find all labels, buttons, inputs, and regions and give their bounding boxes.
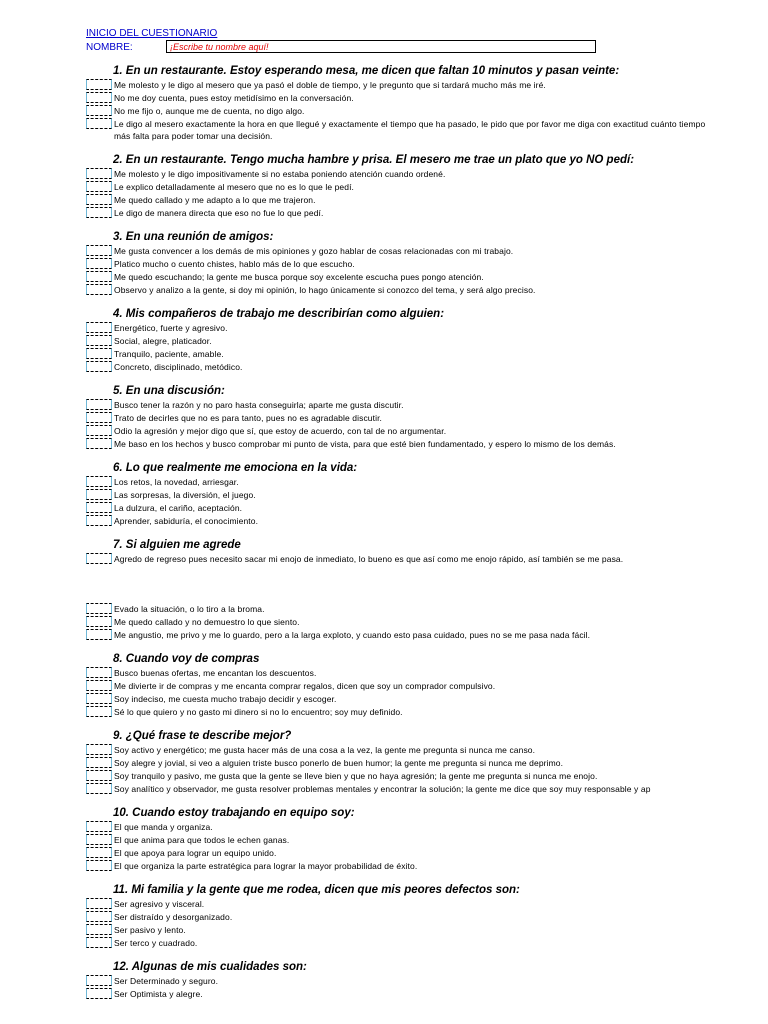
answer-option <box>0 284 768 297</box>
answer-text: Ser Optimista y alegre. <box>114 989 203 999</box>
answer-text: Le digo al mesero exactamente la hora en que llegué y exactamente el tiempo que ha pasado, le pido que por favor me diga con exactitud cuánto tiempo más falta para poder tomar una decisión. <box>114 119 706 141</box>
answer-text: Le digo de manera directa que eso no fue lo que pedí. <box>114 208 324 218</box>
answer-score-cell[interactable] <box>86 847 112 858</box>
answer-score-cell[interactable] <box>86 335 112 346</box>
answer-score-cell[interactable] <box>86 680 112 691</box>
answer-text: Me baso en los hechos y busco comprobar mi punto de vista, para que esté bien fundamentado, y espero lo mismo de los demás. <box>114 439 616 449</box>
answer-option <box>0 438 768 451</box>
answer-score-cell[interactable] <box>86 757 112 768</box>
question-title: 1. En un restaurante. Estoy esperando mesa, me dicen que faltan 10 minutos y pasan veinte: <box>113 65 620 77</box>
answer-text: Platico mucho o cuento chistes, hablo más de lo que escucho. <box>114 259 355 269</box>
answer-score-cell[interactable] <box>86 412 112 423</box>
answer-text: Ser pasivo y lento. <box>114 925 186 935</box>
question-12 <box>0 960 768 1001</box>
answer-text: Trato de decirles que no es para tanto, pues no es agradable discutir. <box>114 413 382 423</box>
answer-option <box>0 911 768 924</box>
answer-text: Me molesto y le digo al mesero que ya pasó el doble de tiempo, y le pregunto que si tardará mucho más me iré. <box>114 80 546 90</box>
answer-score-cell[interactable] <box>86 105 112 116</box>
answer-score-cell[interactable] <box>86 898 112 909</box>
answer-score-cell[interactable] <box>86 911 112 922</box>
question-title: 11. Mi familia y la gente que me rodea, dicen que mis peores defectos son: <box>113 884 520 896</box>
answer-text: Social, alegre, platicador. <box>114 336 212 346</box>
answer-score-cell[interactable] <box>86 860 112 871</box>
answer-option <box>0 502 768 515</box>
answer-score-cell[interactable] <box>86 476 112 487</box>
answer-text: Me angustio, me privo y me lo guardo, pero a la larga exploto, y cuando esto pasa cuidado, pues no se me pasa nada fácil. <box>114 630 591 640</box>
answer-text: Concreto, disciplinado, metódico. <box>114 362 243 372</box>
answer-score-cell[interactable] <box>86 284 112 295</box>
answer-score-cell[interactable] <box>86 181 112 192</box>
question-9 <box>0 729 768 796</box>
answer-option <box>0 988 768 1001</box>
answer-option <box>0 975 768 988</box>
answer-score-cell[interactable] <box>86 168 112 179</box>
question-10 <box>0 806 768 873</box>
answer-text: Energético, fuerte y agresivo. <box>114 323 228 333</box>
answer-score-cell[interactable] <box>86 834 112 845</box>
answer-score-cell[interactable] <box>86 603 112 614</box>
question-title: 12. Algunas de mis cualidades son: <box>113 961 307 973</box>
answer-text: Aprender, sabiduría, el conocimiento. <box>114 516 259 526</box>
answer-option <box>0 603 768 616</box>
answer-text: Soy activo y energético; me gusta hacer más de una cosa a la vez, la gente me pregunta si nunca me canso. <box>114 745 536 755</box>
answer-score-cell[interactable] <box>86 706 112 717</box>
answer-text: No me fijo o, aunque me de cuenta, no digo algo. <box>114 106 305 116</box>
answer-text: Busco buenas ofertas, me encantan los descuentos. <box>114 668 317 678</box>
question-title: 4. Mis compañeros de trabajo me describirían como alguien: <box>113 308 445 320</box>
answer-text: Soy indeciso, me cuesta mucho trabajo decidir y escoger. <box>114 694 337 704</box>
answer-option <box>0 105 768 118</box>
answer-score-cell[interactable] <box>86 425 112 436</box>
answer-score-cell[interactable] <box>86 502 112 513</box>
question-title: 3. En una reunión de amigos: <box>113 231 274 243</box>
answer-score-cell[interactable] <box>86 924 112 935</box>
answer-score-cell[interactable] <box>86 438 112 449</box>
answer-text: Soy alegre y jovial, si veo a alguien triste busco ponerlo de buen humor; la gente me pregunta si nunca me deprimo. <box>114 758 564 768</box>
answer-text: La dulzura, el cariño, aceptación. <box>114 503 243 513</box>
answer-score-cell[interactable] <box>86 271 112 282</box>
answer-score-cell[interactable] <box>86 489 112 500</box>
answer-score-cell[interactable] <box>86 118 112 129</box>
question-title: 5. En una discusión: <box>113 385 225 397</box>
answer-text: Ser Determinado y seguro. <box>114 976 219 986</box>
answer-text: Me quedo callado y me adapto a lo que me trajeron. <box>114 195 316 205</box>
answer-option <box>0 706 768 719</box>
question-8 <box>0 652 768 719</box>
answer-option <box>0 207 768 220</box>
answer-text: El que organiza la parte estratégica para lograr la mayor probabilidad de éxito. <box>114 861 418 871</box>
answer-score-cell[interactable] <box>86 629 112 640</box>
answer-option <box>0 412 768 425</box>
answer-text: Ser terco y cuadrado. <box>114 938 198 948</box>
answer-text: Evado la situación, o lo tiro a la broma. <box>114 604 265 614</box>
question-title: 6. Lo que realmente me emociona en la vida: <box>113 462 358 474</box>
start-questionnaire-link[interactable]: INICIO DEL CUESTIONARIO <box>86 28 218 39</box>
answer-score-cell[interactable] <box>86 207 112 218</box>
question-1 <box>0 64 768 143</box>
answer-score-cell[interactable] <box>86 783 112 794</box>
answer-score-cell[interactable] <box>86 92 112 103</box>
answer-score-cell[interactable] <box>86 245 112 256</box>
question-title: 2. En un restaurante. Tengo mucha hambre y prisa. El mesero me trae un plato que yo NO pedí: <box>113 154 635 166</box>
answer-text: Me divierte ir de compras y me encanta comprar regalos, dicen que soy un comprador compulsivo. <box>114 681 496 691</box>
answer-option <box>0 629 768 642</box>
answer-option <box>0 476 768 489</box>
answer-text: Sé lo que quiero y no gasto mi dinero si no lo encuentro; soy muy definido. <box>114 707 403 717</box>
answer-option <box>0 399 768 412</box>
answer-option <box>0 322 768 335</box>
answer-text: No me doy cuenta, pues estoy metidísimo en la conversación. <box>114 93 354 103</box>
answer-option <box>0 616 768 629</box>
answer-text: El que manda y organiza. <box>114 822 213 832</box>
answer-score-cell[interactable] <box>86 744 112 755</box>
answer-score-cell[interactable] <box>86 361 112 372</box>
answer-option <box>0 168 768 181</box>
answer-option <box>0 924 768 937</box>
question-11 <box>0 883 768 950</box>
answer-option <box>0 79 768 92</box>
answer-text: Soy tranquilo y pasivo, me gusta que la gente se lleve bien y que no haya agresión; la gente me pregunta si nunca me enojo. <box>114 771 598 781</box>
answer-option <box>0 937 768 950</box>
question-2 <box>0 153 768 220</box>
answer-score-cell[interactable] <box>86 194 112 205</box>
answer-score-cell[interactable] <box>86 348 112 359</box>
answer-score-cell[interactable] <box>86 553 112 564</box>
answer-score-cell[interactable] <box>86 79 112 90</box>
question-6 <box>0 461 768 528</box>
answer-option <box>0 757 768 770</box>
answer-option <box>0 898 768 911</box>
question-4 <box>0 307 768 374</box>
answer-option <box>0 92 768 105</box>
answer-text: Me gusta convencer a los demás de mis opiniones y gozo hablar de cosas relacionadas con mi trabajo. <box>114 246 514 256</box>
question-7 <box>0 538 768 642</box>
answer-text: Soy analítico y observador, me gusta resolver problemas mentales y encontrar la solución; la gente me dice que soy muy responsable y ap <box>114 784 651 794</box>
answer-score-cell[interactable] <box>86 821 112 832</box>
answer-text: El que apoya para lograr un equipo unido. <box>114 848 277 858</box>
answer-text: Ser agresivo y visceral. <box>114 899 205 909</box>
answer-option <box>0 847 768 860</box>
answer-text: Las sorpresas, la diversión, el juego. <box>114 490 256 500</box>
answer-text: Los retos, la novedad, arriesgar. <box>114 477 239 487</box>
question-5 <box>0 384 768 451</box>
answer-option <box>0 680 768 693</box>
answer-option <box>0 258 768 271</box>
answer-score-cell[interactable] <box>86 322 112 333</box>
answer-text: El que anima para que todos le echen ganas. <box>114 835 290 845</box>
answer-score-cell[interactable] <box>86 988 112 999</box>
answer-option <box>0 181 768 194</box>
question-list <box>0 64 768 1011</box>
answer-text: Ser distraído y desorganizado. <box>114 912 233 922</box>
answer-option <box>0 770 768 783</box>
answer-option <box>0 744 768 757</box>
answer-score-cell[interactable] <box>86 770 112 781</box>
answer-option <box>0 335 768 348</box>
question-title: 8. Cuando voy de compras <box>113 653 260 665</box>
answer-option <box>0 489 768 502</box>
answer-option <box>0 361 768 374</box>
answer-text: Tranquilo, paciente, amable. <box>114 349 224 359</box>
answer-option <box>0 194 768 207</box>
name-input[interactable] <box>166 40 596 53</box>
answer-text: Agredo de regreso pues necesito sacar mi enojo de inmediato, lo bueno es que así como me enojo rápido, así también se me pasa. <box>114 554 624 564</box>
answer-option <box>0 834 768 847</box>
name-label: NOMBRE: <box>86 42 133 53</box>
answer-text: Busco tener la razón y no paro hasta conseguirla; aparte me gusta discutir. <box>114 400 404 410</box>
answer-text: Observo y analizo a la gente, si doy mi opinión, lo hago únicamente si conozco del tema, y será algo preciso. <box>114 285 536 295</box>
answer-text: Me quedo escuchando; la gente me busca porque soy excelente escucha pues pongo atención. <box>114 272 484 282</box>
answer-option <box>0 245 768 258</box>
answer-score-cell[interactable] <box>86 667 112 678</box>
answer-score-cell[interactable] <box>86 975 112 986</box>
answer-option <box>0 821 768 834</box>
question-title: 9. ¿Qué frase te describe mejor? <box>113 730 292 742</box>
answer-option <box>0 118 768 143</box>
answer-option <box>0 783 768 796</box>
answer-text: Odio la agresión y mejor digo que sí, que estoy de acuerdo, con tal de no argumentar. <box>114 426 447 436</box>
answer-score-cell[interactable] <box>86 258 112 269</box>
question-title: 7. Si alguien me agrede <box>113 539 241 551</box>
answer-score-cell[interactable] <box>86 399 112 410</box>
answer-text: Me molesto y le digo impositivamente si no estaba poniendo atención cuando ordené. <box>114 169 446 179</box>
answer-score-cell[interactable] <box>86 937 112 948</box>
answer-option <box>0 271 768 284</box>
answer-option <box>0 667 768 680</box>
answer-option <box>0 693 768 706</box>
answer-score-cell[interactable] <box>86 616 112 627</box>
answer-score-cell[interactable] <box>86 515 112 526</box>
answer-text: Le explico detalladamente al mesero que no es lo que le pedí. <box>114 182 355 192</box>
answer-option <box>0 425 768 438</box>
answer-score-cell[interactable] <box>86 693 112 704</box>
answer-option <box>0 553 768 603</box>
question-3 <box>0 230 768 297</box>
answer-option <box>0 348 768 361</box>
answer-option <box>0 860 768 873</box>
answer-option <box>0 515 768 528</box>
answer-text: Me quedo callado y no demuestro lo que siento. <box>114 617 300 627</box>
question-title: 10. Cuando estoy trabajando en equipo soy: <box>113 807 355 819</box>
